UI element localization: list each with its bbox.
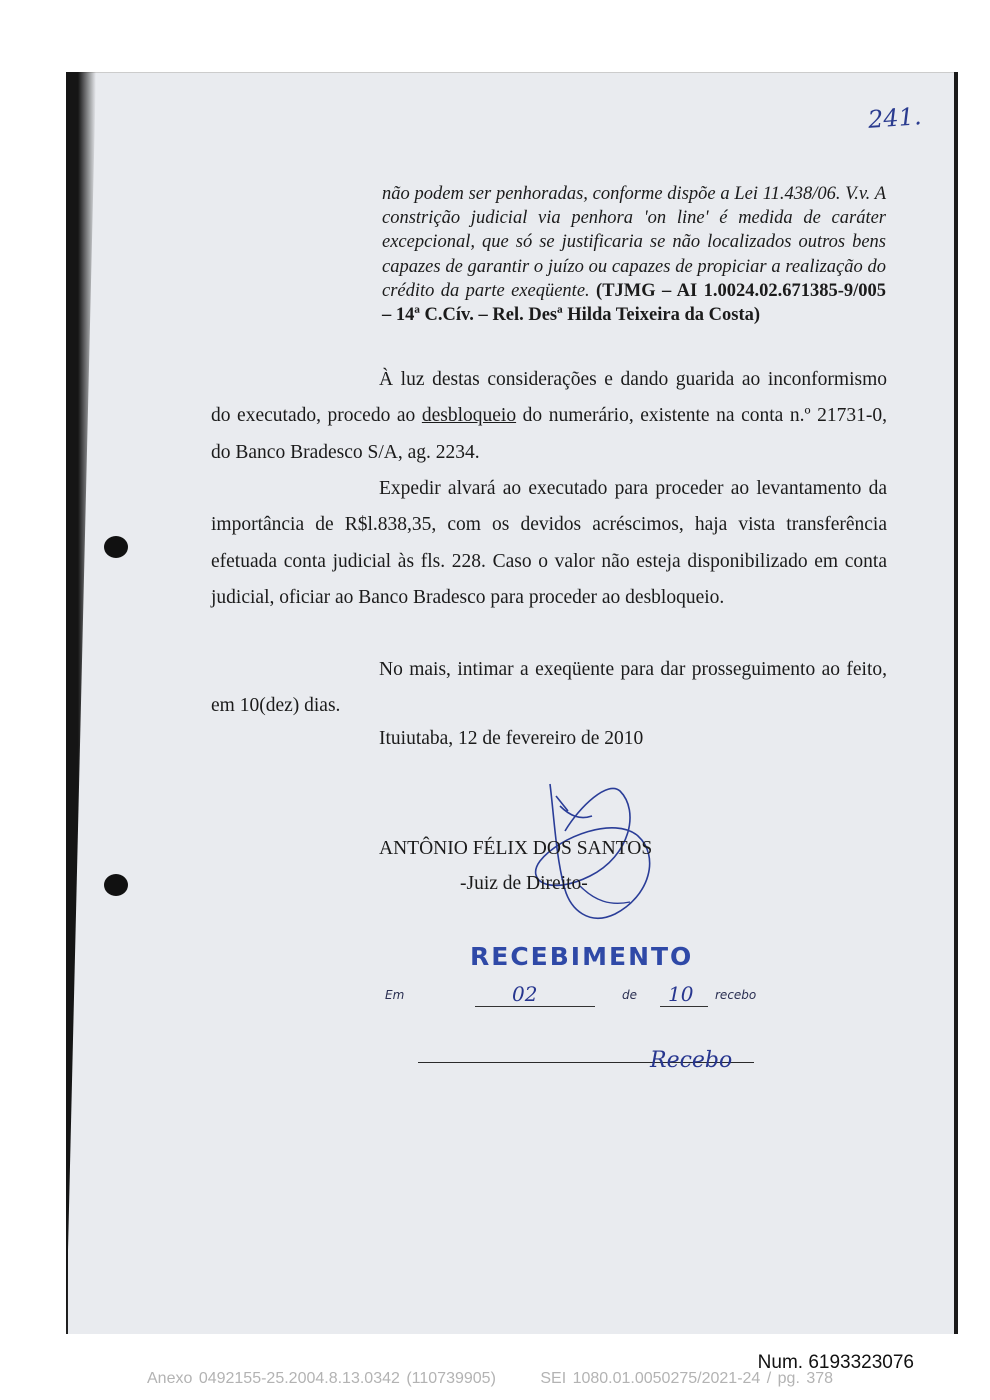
p1-before: À luz destas considerações e dando guarida ao inconformismo do executado, procedo ao	[211, 369, 887, 427]
footer-references	[147, 1370, 871, 1388]
sei-reference: SEI 1080.01.0050275/2021-24 / pg. 378	[540, 1370, 834, 1387]
stamp-handwritten-signoff: Recebo	[650, 1048, 733, 1073]
stamp-em-label: Em	[385, 988, 405, 1002]
stamp-title: RECEBIMENTO	[470, 942, 694, 971]
punch-hole-top	[104, 536, 128, 558]
p1-after: do numerário, existente na conta n.º 21731-0, do Banco Bradesco S/A, ag. 2234.	[211, 405, 887, 463]
stamp-day-line	[475, 1006, 595, 1007]
document-number: Num. 6193323076	[757, 1352, 914, 1373]
paragraph-unblock	[211, 362, 887, 471]
quote-citation: (TJMG – AI 1.0024.02.671385-9/005 – 14ª C.Cív. – Rel. Desª Hilda Teixeira da Costa)	[382, 280, 886, 326]
paragraph-intimation: No mais, intimar a exeqüente para dar prosseguimento ao feito, em 10(dez) dias.	[211, 659, 887, 717]
punch-hole-bottom	[104, 874, 128, 896]
handwritten-page-number: 241.	[867, 102, 923, 134]
jurisprudence-quote	[382, 182, 886, 327]
dateline: Ituiutaba, 12 de fevereiro de 2010	[379, 728, 644, 749]
judge-name: ANTÔNIO FÉLIX DOS SANTOS	[379, 838, 653, 859]
paragraph-alvara: Expedir alvará ao executado para proceder ao levantamento da importância de R$l.838,35, com os devidos acréscimos, haja vista transferência efetuada conta judicial às fls. 228. Caso o valor não esteja disponibilizado em conta judicial, oficiar ao Banco Bradesco para proceder ao desbloqueio.	[211, 478, 887, 608]
judge-signature	[520, 776, 670, 944]
annex-reference: Anexo 0492155-25.2004.8.13.0342 (110739905)	[147, 1370, 496, 1387]
stamp-row	[385, 988, 404, 1002]
stamp-de-label: de	[622, 988, 637, 1002]
stamp-day: 02	[512, 982, 538, 1006]
quote-text: não podem ser penhoradas, conforme dispõe a Lei 11.438/06. V.v. A constrição judicial via penhora 'on line' é medida de caráter excepcional, que só se justificaria se não localizados outros bens capazes de garantir o juízo ou capazes de propiciar a realização do crédito da parte exeqüente.	[382, 184, 886, 301]
scan-right-border	[954, 72, 958, 1334]
stamp-month-line	[660, 1006, 708, 1007]
p1-underlined: desbloqueio	[421, 405, 517, 427]
stamp-month: 10	[668, 982, 694, 1006]
stamp-recebo-label: recebo	[715, 988, 757, 1002]
judge-title: -Juiz de Direito-	[460, 873, 588, 894]
